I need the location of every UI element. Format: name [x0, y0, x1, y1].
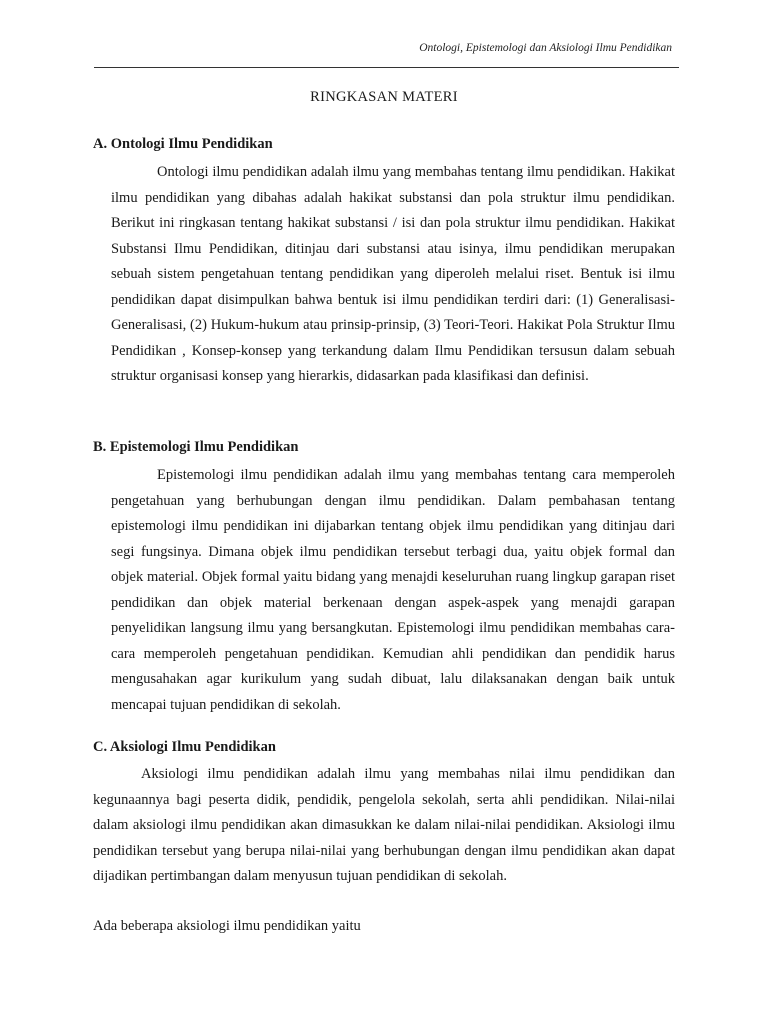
section-heading-aksiologi: C. Aksiologi Ilmu Pendidikan [93, 739, 276, 755]
document-title: RINGKASAN MATERI [310, 89, 458, 105]
section-heading-ontologi: A. Ontologi Ilmu Pendidikan [93, 136, 273, 152]
aksiologi-list-intro: Ada beberapa aksiologi ilmu pendidikan yaitu [93, 918, 361, 934]
running-header: Ontologi, Epistemologi dan Aksiologi Ilmu Pendidikan [419, 42, 672, 54]
section-paragraph-epistemologi: Epistemologi ilmu pendidikan adalah ilmu yang membahas tentang cara memperoleh pengetahuan yang berhubungan dengan ilmu pendidikan. Dalam pembahasan tentang epistemologi ilmu pendidikan ini dijabarkan tentang objek ilmu pendidikan yang ditinjau dari segi fungsinya. Dimana objek ilmu pendidikan tersebut terbagi dua, yaitu objek formal dan objek material. Objek formal yaitu bidang yang menajdi keseluruhan ruang lingkup garapan riset pendidikan dan objek material berkenaan dengan aspek-aspek yang menajdi garapan penyelidikan langsung ilmu yang bersangkutan. Epistemologi ilmu pendidikan membahas cara-cara memperoleh pengetahuan pendidikan. Kemudian ahli pendidikan dan pendidik harus mengusahakan agar kurikulum yang sudah dibuat, lalu dilaksanakan dengan baik untuk mencapai tujuan pendidikan di sekolah. [111, 467, 675, 713]
section-heading-epistemologi: B. Epistemologi Ilmu Pendidikan [93, 439, 299, 455]
header-divider [94, 67, 679, 68]
section-paragraph-ontologi: Ontologi ilmu pendidikan adalah ilmu yang membahas tentang ilmu pendidikan. Hakikat ilmu pendidikan yang dibahas adalah hakikat substansi dan pola struktur ilmu pendidikan. Berikut ini ringkasan tentang hakikat substansi / isi dan pola struktur ilmu pendidikan. Hakikat Substansi Ilmu Pendidikan, ditinjau dari substansi atau isinya, ilmu pendidikan merupakan sebuah sistem pengetahuan tentang pendidikan yang diperoleh melalui riset. Bentuk isi ilmu pendidikan dapat disimpulkan bahwa bentuk isi ilmu pendidikan terdiri dari: (1) Generalisasi-Generalisasi, (2) Hukum-hukum atau prinsip-prinsip, (3) Teori-Teori. Hakikat Pola Struktur Ilmu Pendidikan , Konsep-konsep yang terkandung dalam Ilmu Pendidikan tersusun dalam sebuah struktur organisasi konsep yang hierarkis, didasarkan pada klasifikasi dan definisi. [111, 164, 675, 384]
section-paragraph-aksiologi: Aksiologi ilmu pendidikan adalah ilmu yang membahas nilai ilmu pendidikan dan kegunaannya bagi peserta didik, pendidik, pengelola sekolah, serta ahli pendidikan. Nilai-nilai dalam aksiologi ilmu pendidikan akan dimasukkan ke dalam nilai-nilai pendidikan. Aksiologi ilmu pendidikan tersebut yang berupa nilai-nilai yang berhubungan dengan ilmu pendidikan akan dapat dijadikan pertimbangan dalam menyusun tujuan pendidikan di sekolah. [93, 766, 675, 884]
